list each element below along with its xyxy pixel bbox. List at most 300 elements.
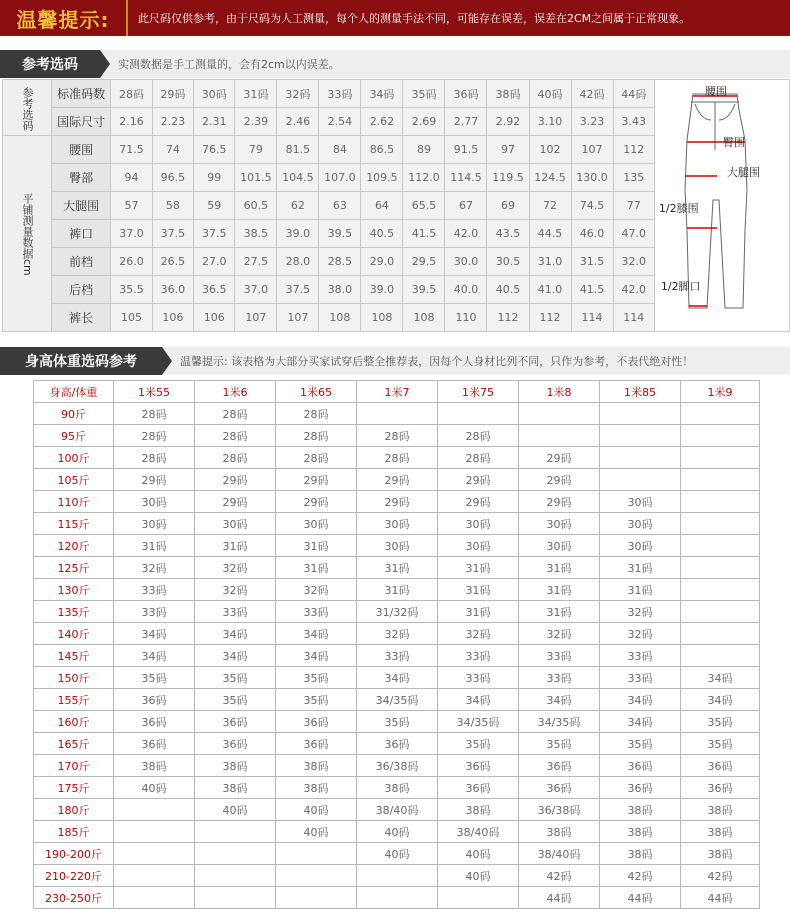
weight-cell: 29码 bbox=[276, 469, 357, 491]
size-cell: 3.23 bbox=[571, 108, 613, 136]
height-header: 1米8 bbox=[519, 381, 600, 403]
weight-cell: 34码 bbox=[276, 645, 357, 667]
size-cell: 110 bbox=[445, 304, 487, 332]
size-cell: 97 bbox=[487, 136, 529, 164]
weight-label: 105斤 bbox=[34, 469, 114, 491]
size-row-label: 臀部 bbox=[52, 164, 111, 192]
weight-cell bbox=[681, 491, 760, 513]
weight-cell: 30码 bbox=[519, 535, 600, 557]
weight-cell: 36/38码 bbox=[519, 799, 600, 821]
weight-cell: 28码 bbox=[195, 425, 276, 447]
size-cell: 60.5 bbox=[235, 192, 277, 220]
weight-cell: 34码 bbox=[114, 645, 195, 667]
size-cell: 102 bbox=[529, 136, 571, 164]
size-cell: 112 bbox=[529, 304, 571, 332]
size-cell: 27.0 bbox=[194, 248, 235, 276]
weight-cell: 36码 bbox=[519, 755, 600, 777]
weight-label: 115斤 bbox=[34, 513, 114, 535]
weight-cell: 28码 bbox=[438, 447, 519, 469]
size-cell: 42.0 bbox=[613, 276, 654, 304]
weight-row bbox=[34, 425, 760, 447]
size-cell: 58 bbox=[152, 192, 193, 220]
weight-cell: 34码 bbox=[600, 711, 681, 733]
weight-cell: 35码 bbox=[600, 733, 681, 755]
weight-cell bbox=[681, 623, 760, 645]
size-cell: 62 bbox=[277, 192, 319, 220]
size-cell: 71.5 bbox=[111, 136, 152, 164]
weight-cell: 33码 bbox=[519, 645, 600, 667]
size-cell: 30.5 bbox=[487, 248, 529, 276]
weight-cell: 29码 bbox=[114, 469, 195, 491]
weight-cell: 35码 bbox=[276, 667, 357, 689]
size-cell: 36.0 bbox=[152, 276, 193, 304]
weight-cell: 34/35码 bbox=[438, 711, 519, 733]
height-header: 1米55 bbox=[114, 381, 195, 403]
weight-cell: 34/35码 bbox=[519, 711, 600, 733]
weight-cell: 32码 bbox=[276, 579, 357, 601]
size-cell: 28.0 bbox=[277, 248, 319, 276]
weight-label: 150斤 bbox=[34, 667, 114, 689]
weight-label: 95斤 bbox=[34, 425, 114, 447]
weight-label: 155斤 bbox=[34, 689, 114, 711]
weight-header-row bbox=[34, 381, 760, 403]
weight-label: 175斤 bbox=[34, 777, 114, 799]
size-section-subtitle: 实测数据是手工测量的，会有2cm以内误差。 bbox=[118, 58, 340, 71]
size-row-label: 后档 bbox=[52, 276, 111, 304]
weight-cell: 33码 bbox=[357, 645, 438, 667]
weight-cell: 36码 bbox=[519, 777, 600, 799]
diagram-inner bbox=[655, 80, 789, 324]
weight-label: 135斤 bbox=[34, 601, 114, 623]
weight-cell bbox=[114, 843, 195, 865]
size-cell: 29码 bbox=[152, 80, 193, 108]
size-cell: 107.0 bbox=[319, 164, 361, 192]
weight-cell: 35码 bbox=[438, 733, 519, 755]
size-cell: 112.0 bbox=[403, 164, 445, 192]
weight-label: 165斤 bbox=[34, 733, 114, 755]
size-cell: 40.5 bbox=[361, 220, 403, 248]
weight-cell: 33码 bbox=[600, 667, 681, 689]
weight-label: 100斤 bbox=[34, 447, 114, 469]
weight-cell: 42码 bbox=[600, 865, 681, 887]
weight-cell: 28码 bbox=[276, 447, 357, 469]
weight-cell: 36码 bbox=[114, 711, 195, 733]
size-cell: 77 bbox=[613, 192, 654, 220]
size-cell: 41.0 bbox=[529, 276, 571, 304]
weight-cell: 40码 bbox=[357, 821, 438, 843]
size-cell: 37.0 bbox=[235, 276, 277, 304]
size-row-label: 裤长 bbox=[52, 304, 111, 332]
weight-cell: 40码 bbox=[438, 865, 519, 887]
size-cell: 26.5 bbox=[152, 248, 193, 276]
weight-cell: 31码 bbox=[519, 557, 600, 579]
size-section-header bbox=[0, 50, 790, 78]
size-cell: 69 bbox=[487, 192, 529, 220]
diagram-label-hip: 臀围 bbox=[722, 136, 745, 149]
weight-cell: 35码 bbox=[276, 689, 357, 711]
weight-cell bbox=[681, 425, 760, 447]
size-cell: 105 bbox=[111, 304, 152, 332]
weight-label: 125斤 bbox=[34, 557, 114, 579]
size-cell: 74.5 bbox=[571, 192, 613, 220]
weight-row bbox=[34, 469, 760, 491]
size-cell: 89 bbox=[403, 136, 445, 164]
size-cell: 57 bbox=[111, 192, 152, 220]
weight-cell: 31码 bbox=[600, 579, 681, 601]
banner-title: 温馨提示: bbox=[0, 0, 128, 36]
weight-cell: 36码 bbox=[114, 689, 195, 711]
size-cell: 47.0 bbox=[613, 220, 654, 248]
weight-cell: 31码 bbox=[357, 579, 438, 601]
size-cell: 59 bbox=[194, 192, 235, 220]
weight-cell: 28码 bbox=[114, 447, 195, 469]
weight-cell: 38码 bbox=[195, 777, 276, 799]
weight-cell: 36/38码 bbox=[357, 755, 438, 777]
weight-row bbox=[34, 733, 760, 755]
size-cell: 37.5 bbox=[152, 220, 193, 248]
weight-cell: 42码 bbox=[681, 865, 760, 887]
weight-cell bbox=[357, 403, 438, 425]
weight-cell: 30码 bbox=[357, 535, 438, 557]
weight-label: 230-250斤 bbox=[34, 887, 114, 909]
weight-cell: 36码 bbox=[114, 733, 195, 755]
weight-cell: 33码 bbox=[519, 667, 600, 689]
size-cell: 3.10 bbox=[529, 108, 571, 136]
size-cell: 43.5 bbox=[487, 220, 529, 248]
weight-cell: 32码 bbox=[600, 623, 681, 645]
size-cell: 2.31 bbox=[194, 108, 235, 136]
size-cell: 37.5 bbox=[194, 220, 235, 248]
weight-cell: 36码 bbox=[681, 777, 760, 799]
weight-cell: 38码 bbox=[600, 799, 681, 821]
weight-cell: 38码 bbox=[438, 799, 519, 821]
weight-cell bbox=[600, 469, 681, 491]
weight-cell bbox=[681, 447, 760, 469]
size-cell: 38.0 bbox=[319, 276, 361, 304]
size-cell: 91.5 bbox=[445, 136, 487, 164]
size-cell: 72 bbox=[529, 192, 571, 220]
size-cell: 36.5 bbox=[194, 276, 235, 304]
weight-cell: 38码 bbox=[114, 755, 195, 777]
size-cell: 38码 bbox=[487, 80, 529, 108]
weight-cell bbox=[276, 843, 357, 865]
weight-row bbox=[34, 601, 760, 623]
pants-diagram bbox=[654, 80, 789, 332]
size-cell: 81.5 bbox=[277, 136, 319, 164]
weight-corner-header: 身高/体重 bbox=[34, 381, 114, 403]
weight-cell: 31码 bbox=[438, 579, 519, 601]
weight-row bbox=[34, 623, 760, 645]
weight-row bbox=[34, 755, 760, 777]
weight-cell: 31码 bbox=[438, 557, 519, 579]
weight-cell: 34码 bbox=[276, 623, 357, 645]
weight-cell bbox=[600, 403, 681, 425]
weight-cell: 33码 bbox=[195, 601, 276, 623]
size-cell: 86.5 bbox=[361, 136, 403, 164]
weight-row bbox=[34, 557, 760, 579]
weight-section-header bbox=[0, 347, 790, 375]
weight-row bbox=[34, 491, 760, 513]
weight-label: 160斤 bbox=[34, 711, 114, 733]
weight-row bbox=[34, 667, 760, 689]
size-cell: 40.5 bbox=[487, 276, 529, 304]
weight-cell: 30码 bbox=[276, 513, 357, 535]
size-cell: 112 bbox=[613, 136, 654, 164]
weight-cell: 33码 bbox=[276, 601, 357, 623]
weight-cell: 31码 bbox=[357, 557, 438, 579]
weight-cell: 44码 bbox=[600, 887, 681, 909]
weight-cell bbox=[681, 469, 760, 491]
size-cell: 35.5 bbox=[111, 276, 152, 304]
size-cell: 124.5 bbox=[529, 164, 571, 192]
weight-cell: 28码 bbox=[276, 403, 357, 425]
diagram-label-knee: 1/2膝围 bbox=[658, 202, 699, 215]
size-cell: 32码 bbox=[277, 80, 319, 108]
weight-cell bbox=[681, 557, 760, 579]
size-cell: 107 bbox=[235, 304, 277, 332]
size-cell: 107 bbox=[571, 136, 613, 164]
weight-row bbox=[34, 579, 760, 601]
weight-row bbox=[34, 865, 760, 887]
weight-cell: 30码 bbox=[600, 513, 681, 535]
weight-cell: 31码 bbox=[114, 535, 195, 557]
weight-row bbox=[34, 645, 760, 667]
weight-cell bbox=[114, 865, 195, 887]
weight-cell bbox=[519, 425, 600, 447]
size-cell: 36码 bbox=[445, 80, 487, 108]
weight-cell: 32码 bbox=[519, 623, 600, 645]
size-cell: 44.5 bbox=[529, 220, 571, 248]
size-cell: 96.5 bbox=[152, 164, 193, 192]
size-cell: 114 bbox=[571, 304, 613, 332]
size-cell: 41.5 bbox=[571, 276, 613, 304]
size-cell: 40.0 bbox=[445, 276, 487, 304]
weight-cell: 30码 bbox=[438, 535, 519, 557]
weight-section-subtitle: 温馨提示: 该表格为大部分买家试穿后整全推荐表，因每个人身材比列不同，只作为参考，不表代绝对性！ bbox=[180, 355, 694, 368]
weight-cell: 32码 bbox=[600, 601, 681, 623]
weight-cell: 38/40码 bbox=[438, 821, 519, 843]
weight-cell: 30码 bbox=[114, 513, 195, 535]
weight-cell: 29码 bbox=[276, 491, 357, 513]
size-row-label: 前档 bbox=[52, 248, 111, 276]
weight-cell bbox=[519, 403, 600, 425]
weight-cell: 44码 bbox=[681, 887, 760, 909]
weight-label: 190-200斤 bbox=[34, 843, 114, 865]
size-cell: 130.0 bbox=[571, 164, 613, 192]
size-cell: 112 bbox=[487, 304, 529, 332]
size-cell: 99 bbox=[194, 164, 235, 192]
weight-cell bbox=[681, 535, 760, 557]
size-cell: 104.5 bbox=[277, 164, 319, 192]
weight-cell bbox=[681, 403, 760, 425]
weight-cell: 34码 bbox=[600, 689, 681, 711]
weight-cell: 38码 bbox=[600, 843, 681, 865]
weight-label: 90斤 bbox=[34, 403, 114, 425]
weight-cell: 35码 bbox=[195, 667, 276, 689]
size-cell: 3.43 bbox=[613, 108, 654, 136]
size-cell: 108 bbox=[361, 304, 403, 332]
size-cell: 29.5 bbox=[403, 248, 445, 276]
weight-cell: 28码 bbox=[114, 403, 195, 425]
size-cell: 39.0 bbox=[277, 220, 319, 248]
weight-cell: 31码 bbox=[276, 535, 357, 557]
weight-cell: 28码 bbox=[357, 447, 438, 469]
weight-cell: 40码 bbox=[357, 843, 438, 865]
weight-cell: 35码 bbox=[519, 733, 600, 755]
height-header: 1米65 bbox=[276, 381, 357, 403]
weight-cell: 40码 bbox=[195, 799, 276, 821]
weight-cell: 34码 bbox=[681, 689, 760, 711]
weight-row bbox=[34, 535, 760, 557]
size-cell: 2.92 bbox=[487, 108, 529, 136]
size-cell: 101.5 bbox=[235, 164, 277, 192]
weight-cell bbox=[195, 821, 276, 843]
size-cell: 2.77 bbox=[445, 108, 487, 136]
weight-cell: 31码 bbox=[438, 601, 519, 623]
size-cell: 37.5 bbox=[277, 276, 319, 304]
weight-cell: 28码 bbox=[357, 425, 438, 447]
weight-cell: 44码 bbox=[519, 887, 600, 909]
size-cell: 106 bbox=[152, 304, 193, 332]
weight-cell bbox=[357, 865, 438, 887]
weight-label: 180斤 bbox=[34, 799, 114, 821]
weight-cell: 35码 bbox=[681, 711, 760, 733]
size-cell: 107 bbox=[277, 304, 319, 332]
size-cell: 114 bbox=[613, 304, 654, 332]
weight-cell: 42码 bbox=[519, 865, 600, 887]
weight-cell: 36码 bbox=[195, 711, 276, 733]
weight-cell: 33码 bbox=[438, 645, 519, 667]
weight-cell bbox=[114, 821, 195, 843]
size-row-label: 裤口 bbox=[52, 220, 111, 248]
weight-row bbox=[34, 821, 760, 843]
top-banner bbox=[0, 0, 790, 36]
size-cell: 114.5 bbox=[445, 164, 487, 192]
weight-cell: 36码 bbox=[276, 733, 357, 755]
side-label-bottom-text: 平铺测量数据cm bbox=[21, 193, 34, 276]
height-header: 1米6 bbox=[195, 381, 276, 403]
weight-cell: 32码 bbox=[195, 579, 276, 601]
size-cell: 2.69 bbox=[403, 108, 445, 136]
weight-cell bbox=[276, 887, 357, 909]
weight-cell: 29码 bbox=[357, 469, 438, 491]
size-cell: 2.16 bbox=[111, 108, 152, 136]
weight-cell bbox=[195, 843, 276, 865]
weight-row bbox=[34, 843, 760, 865]
weight-cell: 38码 bbox=[519, 821, 600, 843]
weight-cell: 35码 bbox=[114, 667, 195, 689]
weight-cell: 38码 bbox=[276, 777, 357, 799]
weight-cell: 38码 bbox=[195, 755, 276, 777]
weight-cell: 32码 bbox=[357, 623, 438, 645]
size-cell: 35码 bbox=[403, 80, 445, 108]
size-cell: 34码 bbox=[361, 80, 403, 108]
size-row bbox=[3, 80, 790, 108]
weight-cell: 36码 bbox=[195, 733, 276, 755]
height-header: 1米7 bbox=[357, 381, 438, 403]
weight-row bbox=[34, 403, 760, 425]
weight-cell: 38/40码 bbox=[519, 843, 600, 865]
weight-cell: 31码 bbox=[276, 557, 357, 579]
weight-cell: 32码 bbox=[195, 557, 276, 579]
weight-cell: 32码 bbox=[438, 623, 519, 645]
weight-cell: 28码 bbox=[195, 403, 276, 425]
weight-cell: 30码 bbox=[195, 513, 276, 535]
size-cell: 2.62 bbox=[361, 108, 403, 136]
weight-cell: 34码 bbox=[681, 667, 760, 689]
weight-cell: 31码 bbox=[195, 535, 276, 557]
side-label-bottom bbox=[3, 136, 52, 332]
size-cell: 2.23 bbox=[152, 108, 193, 136]
size-cell: 42.0 bbox=[445, 220, 487, 248]
weight-cell: 29码 bbox=[519, 491, 600, 513]
weight-cell: 34码 bbox=[195, 645, 276, 667]
weight-cell: 29码 bbox=[357, 491, 438, 513]
weight-row bbox=[34, 887, 760, 909]
size-cell: 94 bbox=[111, 164, 152, 192]
weight-cell: 36码 bbox=[600, 777, 681, 799]
size-cell: 108 bbox=[319, 304, 361, 332]
size-chart bbox=[2, 79, 790, 332]
weight-cell: 36码 bbox=[681, 755, 760, 777]
size-cell: 26.0 bbox=[111, 248, 152, 276]
weight-cell: 36码 bbox=[438, 755, 519, 777]
weight-cell: 40码 bbox=[114, 777, 195, 799]
weight-cell: 35码 bbox=[357, 711, 438, 733]
height-header: 1米75 bbox=[438, 381, 519, 403]
size-row-label: 国际尺寸 bbox=[52, 108, 111, 136]
weight-label: 110斤 bbox=[34, 491, 114, 513]
weight-cell: 29码 bbox=[195, 469, 276, 491]
weight-cell bbox=[681, 513, 760, 535]
diagram-label-waist: 腰围 bbox=[704, 85, 727, 98]
weight-cell: 38码 bbox=[681, 821, 760, 843]
weight-cell bbox=[681, 601, 760, 623]
weight-cell: 40码 bbox=[276, 799, 357, 821]
weight-row bbox=[34, 777, 760, 799]
size-section-title: 参考选码 bbox=[0, 50, 100, 78]
weight-cell: 40码 bbox=[276, 821, 357, 843]
weight-cell bbox=[357, 887, 438, 909]
weight-cell: 30码 bbox=[357, 513, 438, 535]
size-cell: 84 bbox=[319, 136, 361, 164]
size-cell: 64 bbox=[361, 192, 403, 220]
weight-label: 120斤 bbox=[34, 535, 114, 557]
weight-cell: 30码 bbox=[438, 513, 519, 535]
weight-cell: 31/32码 bbox=[357, 601, 438, 623]
weight-cell: 29码 bbox=[438, 491, 519, 513]
weight-cell: 29码 bbox=[438, 469, 519, 491]
weight-row bbox=[34, 799, 760, 821]
size-cell: 31码 bbox=[235, 80, 277, 108]
size-cell: 106 bbox=[194, 304, 235, 332]
weight-cell bbox=[681, 579, 760, 601]
weight-cell: 35码 bbox=[195, 689, 276, 711]
weight-cell: 34码 bbox=[357, 667, 438, 689]
weight-cell bbox=[114, 799, 195, 821]
weight-cell: 34码 bbox=[114, 623, 195, 645]
size-cell: 40码 bbox=[529, 80, 571, 108]
size-cell: 74 bbox=[152, 136, 193, 164]
weight-cell: 34码 bbox=[438, 689, 519, 711]
size-row-label: 大腿围 bbox=[52, 192, 111, 220]
weight-cell: 28码 bbox=[114, 425, 195, 447]
size-cell: 2.39 bbox=[235, 108, 277, 136]
weight-cell: 28码 bbox=[195, 447, 276, 469]
weight-row bbox=[34, 711, 760, 733]
weight-cell: 30码 bbox=[600, 491, 681, 513]
weight-cell: 33码 bbox=[438, 667, 519, 689]
